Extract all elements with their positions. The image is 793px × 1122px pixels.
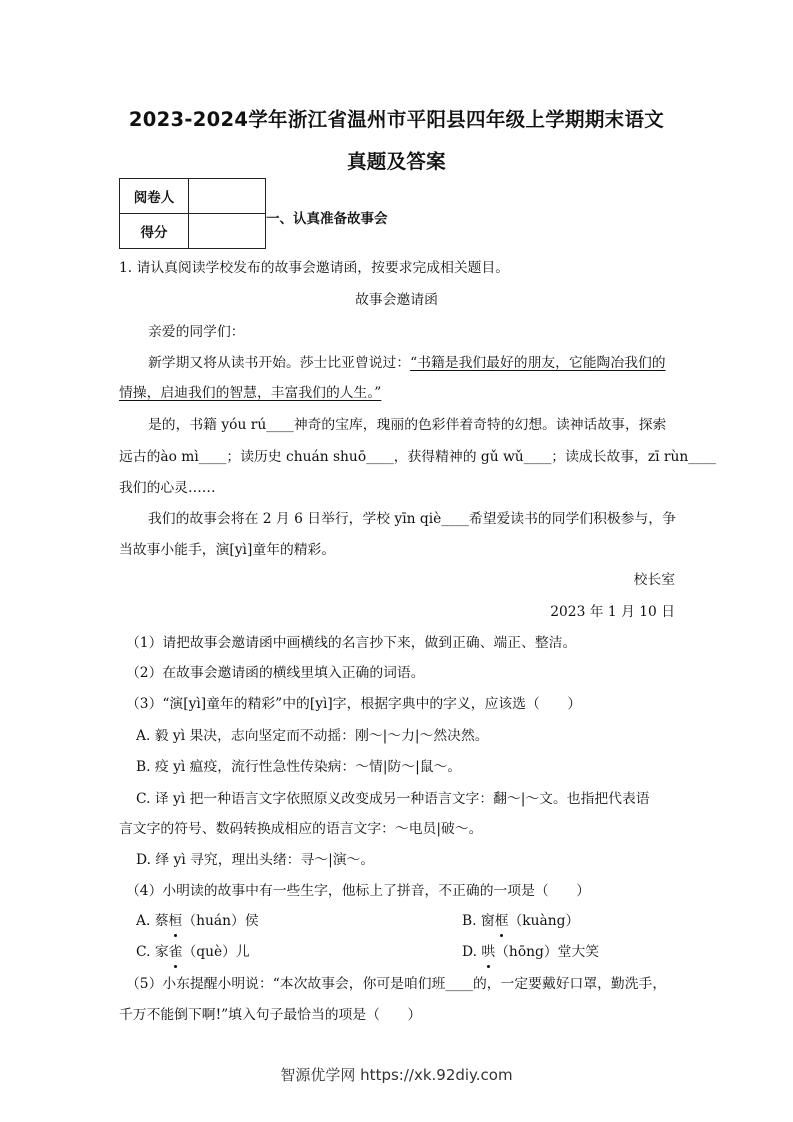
letter-paragraph-2-line-1: 是的，书籍 yóu rú____神奇的宝库，瑰丽的色彩伴着奇特的幻想。读神话故事，探索: [148, 417, 667, 433]
sub-question-3-option-a: A. 毅 yì 果决，志向坚定而不动摇：刚～|～力|～然决然。: [136, 728, 489, 744]
option-b: [462, 911, 579, 931]
option-b-dotted-char: 框: [494, 913, 509, 929]
option-c-prefix: C. 家: [136, 944, 169, 960]
letter-greeting: 亲爱的同学们：: [148, 324, 245, 340]
sub-question-1: （1）请把故事会邀请函中画横线的名言抄下来，做到正确、端正、整洁。: [126, 635, 577, 651]
letter-signature: 校长室: [633, 572, 675, 588]
sub-question-3-option-c-line-2: 言文字的符号、数码转换成相应的语言文字：～电员|破～。: [119, 821, 483, 837]
letter-paragraph-2-line-3: 我们的心灵……: [119, 480, 216, 496]
footer-watermark: 智源优学网 https://xk.92diy.com: [280, 1066, 513, 1084]
letter-date: 2023 年 1 月 10 日: [550, 604, 675, 620]
option-c: [136, 944, 250, 960]
sub-question-5-line-2: 千万不能倒下啊!”填入句子最恰当的项是（ ）: [119, 1007, 422, 1023]
reviewer-label: 阅卷人: [120, 179, 189, 214]
letter-paragraph-1-line-1: [148, 353, 666, 373]
sub-question-3-option-d: D. 绎 yì 寻究，理出头绪：寻～|演～。: [136, 852, 375, 868]
score-label: 得分: [120, 214, 189, 249]
letter-title: 故事会邀请函: [355, 292, 438, 308]
page-title-line1: 2023-2024学年浙江省温州市平阳县四年级上学期期末语文: [128, 108, 665, 131]
question-1-prompt: 1. 请认真阅读学校发布的故事会邀请函，按要求完成相关题目。: [119, 260, 510, 276]
sub-question-4: （4）小明读的故事中有一些生字，他标上了拼音，不正确的一项是（ ）: [126, 883, 591, 899]
reviewer-cell: [189, 179, 266, 214]
letter-paragraph-3-line-1: 我们的故事会将在 2 月 6 日举行，学校 yīn qiè____希望爱读书的同学们积极参与，争: [148, 511, 676, 527]
option-a: [136, 913, 259, 929]
sub-question-4-options-row-1: [136, 911, 696, 931]
page-title-line2: 真题及答案: [346, 150, 446, 173]
section-heading: 一、认真准备故事会: [266, 211, 388, 227]
sub-question-3-option-b: B. 疫 yì 瘟疫，流行性急性传染病：～情|防～|鼠～。: [136, 759, 462, 775]
option-d-suffix: （hōng）堂大笑: [495, 944, 600, 960]
letter-paragraph-3-line-2: 当故事小能手，演[yì]童年的精彩。: [119, 542, 336, 558]
score-box: [119, 178, 266, 249]
option-a-suffix: （huán）侯: [182, 913, 259, 929]
letter-paragraph-1-line-2: [119, 383, 381, 403]
paragraph-1-intro: 新学期又将从读书开始。莎士比亚曾说过：: [148, 355, 411, 371]
option-d-dotted-char: 哄: [481, 944, 496, 960]
option-d: [462, 942, 599, 962]
letter-paragraph-2-line-2: 远古的ào mì____；读历史 chuán shuō____，获得精神的 gǔ wǔ____；读成长故事，zī rùn____: [119, 449, 716, 465]
option-c-suffix: （què）儿: [182, 944, 250, 960]
sub-question-3: （3）“演[yì]童年的精彩”中的[yì]字，根据字典中的字义，应该选（ ）: [126, 696, 582, 712]
sub-question-3-option-c-line-1: C. 译 yì 把一种语言文字依照原义改变成另一种语言文字：翻～|～文。也指把代表语: [136, 791, 650, 807]
underlined-quote-part-2: 情操，启迪我们的智慧，丰富我们的人生。”: [119, 385, 382, 401]
option-a-prefix: A. 蔡: [136, 913, 169, 929]
option-c-dotted-char: 雀: [168, 944, 183, 960]
sub-question-5-line-1: （5）小东提醒小明说：“本次故事会，你可是咱们班____的，一定要戴好口罩，勤洗手，: [126, 976, 667, 992]
option-a-dotted-char: 桓: [168, 913, 183, 929]
score-cell: [189, 214, 266, 249]
option-b-suffix: （kuàng）: [508, 913, 580, 929]
option-b-prefix: B. 窗: [462, 913, 495, 929]
sub-question-2: （2）在故事会邀请函的横线里填入正确的词语。: [126, 665, 425, 681]
sub-question-4-options-row-2: [136, 942, 696, 962]
option-d-prefix: D.: [462, 944, 482, 960]
underlined-quote-part-1: “书籍是我们最好的朋友，它能陶冶我们的: [410, 355, 666, 371]
